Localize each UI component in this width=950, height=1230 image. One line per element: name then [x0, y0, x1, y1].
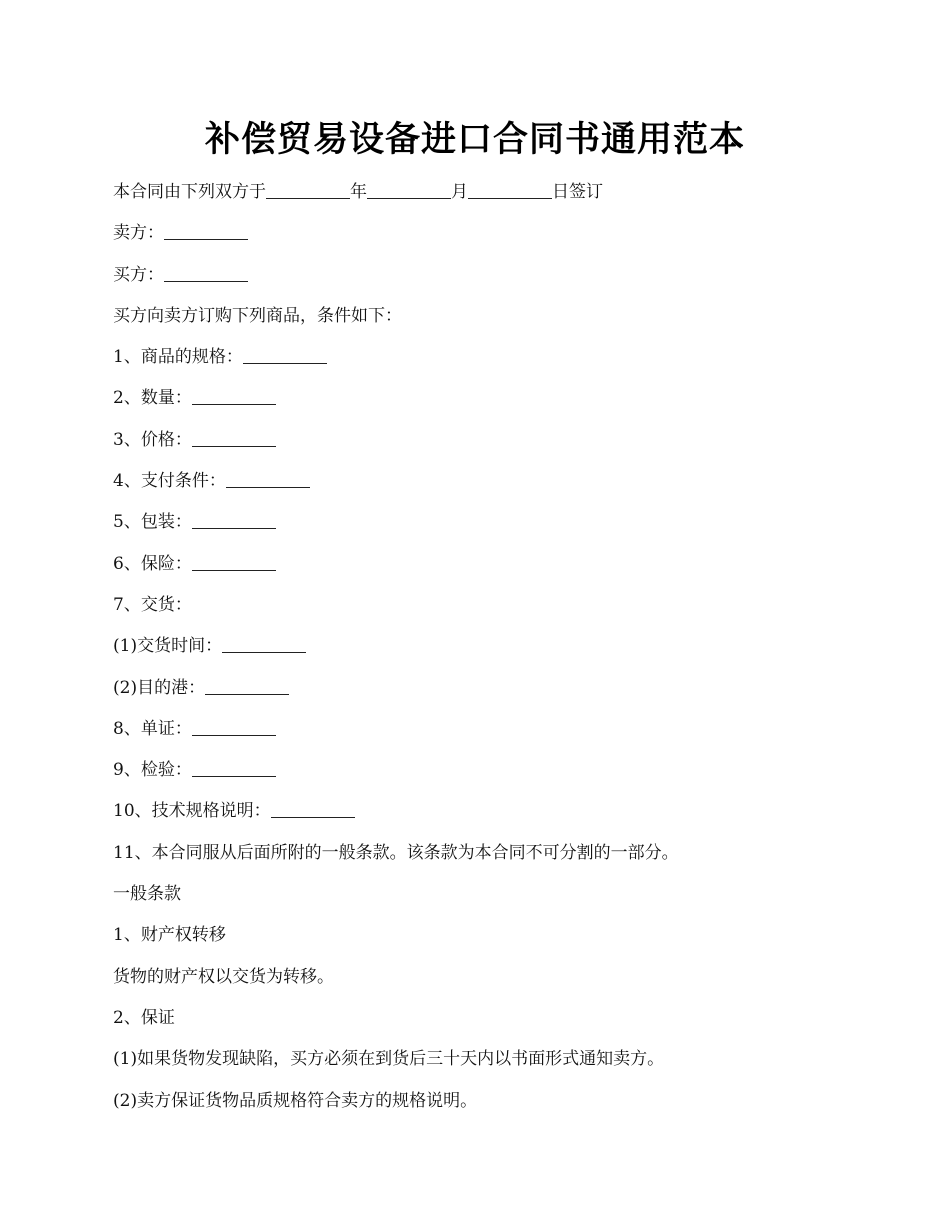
item-inspection-label: 9、检验：	[113, 760, 192, 781]
quantity-blank	[192, 386, 276, 405]
item-general-terms-ref: 11、本合同服从后面所附的一般条款。该条款为本合同不可分割的一部分。	[113, 842, 679, 863]
seller-blank	[164, 221, 248, 240]
item-payment	[113, 467, 873, 508]
intro-year: 年	[350, 182, 367, 202]
item-packing	[113, 508, 873, 549]
item-insurance	[113, 550, 873, 591]
item-delivery-time	[113, 632, 873, 673]
item-tech-spec-label: 10、技术规格说明：	[113, 801, 271, 822]
intro-line	[113, 178, 873, 219]
item-quantity	[113, 384, 873, 425]
day-blank	[468, 180, 552, 199]
item-price-label: 3、价格：	[113, 429, 192, 450]
inspection-blank	[192, 758, 276, 777]
spec-blank	[243, 345, 327, 364]
warranty-clause-2: (2)卖方保证货物品质规格符合卖方的规格说明。	[113, 1090, 478, 1111]
item-delivery-time-label: (1)交货时间：	[113, 636, 223, 657]
destination-port-blank	[205, 676, 289, 695]
packing-blank	[192, 510, 276, 529]
item-payment-label: 4、支付条件：	[113, 471, 226, 492]
item-tech-spec	[113, 797, 873, 838]
documents-blank	[192, 717, 276, 736]
year-blank	[266, 180, 350, 199]
item-documents-label: 8、单证：	[113, 718, 192, 739]
warranty-clause-1: (1)如果货物发现缺陷，买方必须在到货后三十天内以书面形式通知卖方。	[113, 1049, 665, 1070]
item-packing-label: 5、包装：	[113, 512, 192, 533]
intro-month: 月	[451, 182, 468, 202]
item-spec-label: 1、商品的规格：	[113, 347, 243, 368]
seller-line	[113, 219, 873, 260]
item-inspection	[113, 756, 873, 797]
intro-prefix: 本合同由下列双方于	[113, 182, 266, 202]
item-insurance-label: 6、保险：	[113, 553, 192, 574]
general-terms-heading: 一般条款	[113, 884, 181, 905]
month-blank	[367, 180, 451, 199]
price-blank	[192, 428, 276, 447]
item-quantity-label: 2、数量：	[113, 388, 192, 409]
title-transfer-heading: 1、财产权转移	[113, 925, 226, 946]
title-transfer-text: 货物的财产权以交货为转移。	[113, 966, 334, 987]
insurance-blank	[192, 552, 276, 571]
item-price	[113, 426, 873, 467]
buyer-line	[113, 261, 873, 302]
item-spec	[113, 343, 873, 384]
item-destination-port-label: (2)目的港：	[113, 677, 206, 698]
tech-spec-blank	[271, 799, 355, 818]
item-destination-port	[113, 674, 873, 715]
document-body	[113, 178, 873, 1128]
buyer-label: 买方：	[113, 264, 164, 285]
intro-day-signed: 日签订	[552, 182, 603, 202]
seller-label: 卖方：	[113, 223, 164, 244]
warranty-heading: 2、保证	[113, 1007, 175, 1028]
order-statement: 买方向卖方订购下列商品，条件如下：	[113, 305, 402, 326]
delivery-time-blank	[222, 634, 306, 653]
document-title: 补偿贸易设备进口合同书通用范本	[204, 119, 745, 160]
item-delivery: 7、交货：	[113, 594, 192, 615]
buyer-blank	[164, 263, 248, 282]
payment-blank	[226, 469, 310, 488]
item-documents	[113, 715, 873, 756]
